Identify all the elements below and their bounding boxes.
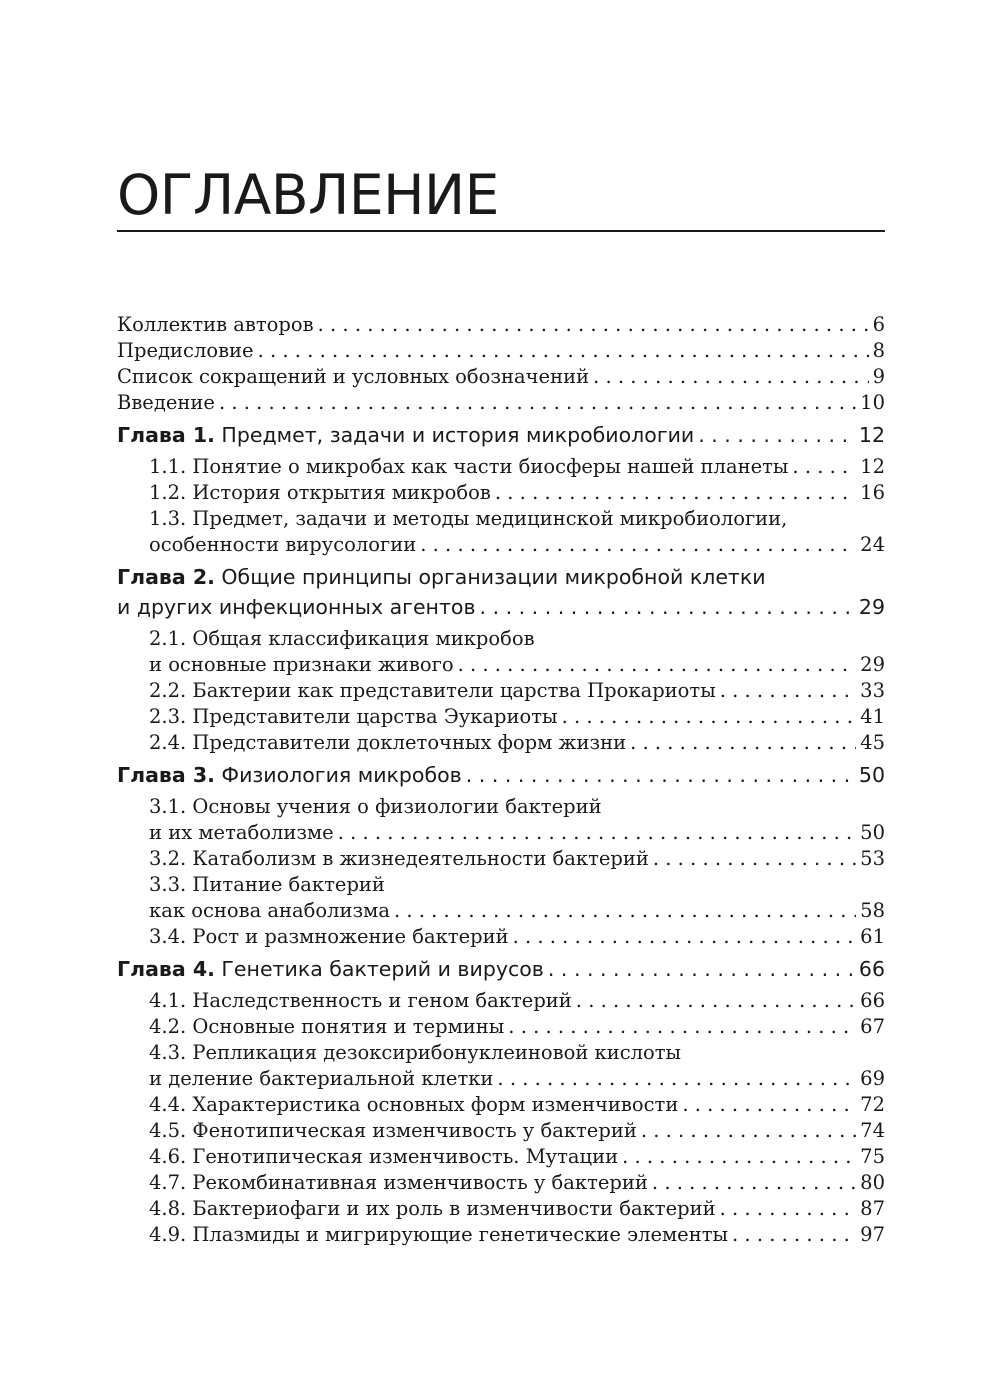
dot-leader: [258, 338, 869, 364]
dot-leader: [630, 730, 856, 756]
toc-entry-title: Коллектив авторов: [117, 313, 314, 336]
toc-entry-title: и их метаболизме: [149, 821, 334, 844]
toc-page-number: 45: [860, 731, 885, 754]
chapter-label: Глава 3.: [117, 763, 215, 787]
toc-section-4-9[interactable]: [117, 1222, 885, 1248]
toc-chapter-3[interactable]: [117, 760, 885, 790]
toc-page-number: 67: [860, 1015, 885, 1038]
toc-chapter-4[interactable]: [117, 954, 885, 984]
toc-page-number: 66: [860, 989, 885, 1012]
toc-chapter-1[interactable]: [117, 420, 885, 450]
toc-section-3-2[interactable]: [117, 846, 885, 872]
toc-entry-title: особенности вирусологии: [149, 533, 417, 556]
toc-page-number: 12: [858, 423, 885, 447]
dot-leader: [508, 1014, 856, 1040]
dot-leader: [576, 988, 856, 1014]
toc-page-number: 53: [860, 847, 885, 870]
toc-entry-title: как основа анаболизма: [149, 899, 390, 922]
chapter-title: и других инфекционных агентов: [117, 595, 476, 619]
toc-section-2-4[interactable]: [117, 730, 885, 756]
toc-page-number: 66: [858, 957, 885, 981]
dot-leader: [394, 898, 856, 924]
page-title: ОГЛАВЛЕНИЕ: [117, 163, 499, 227]
toc-entry-title: 4.7. Рекомбинативная изменчивость у бактерий: [149, 1171, 648, 1194]
toc-entry-title: 4.4. Характеристика основных форм изменчивости: [149, 1093, 679, 1116]
toc-section-3-1[interactable]: [117, 794, 885, 820]
dot-leader: [458, 652, 857, 678]
toc-entry-title: 2.1. Общая классификация микробов: [149, 627, 535, 650]
toc-page-number: 9: [872, 365, 885, 388]
toc-section-1-1[interactable]: [117, 454, 885, 480]
toc-entry-title: 3.4. Рост и размножение бактерий: [149, 925, 509, 948]
toc-entry-preface[interactable]: [117, 338, 885, 364]
dot-leader: [495, 480, 856, 506]
toc-entry-title: 2.4. Представители доклеточных форм жизни: [149, 731, 627, 754]
toc-section-1-3[interactable]: [117, 506, 885, 532]
toc-page-number: 58: [860, 899, 885, 922]
toc-page-number: 29: [858, 595, 885, 619]
toc-page-number: 10: [860, 391, 885, 414]
toc-entry-abbreviations[interactable]: [117, 364, 885, 390]
toc-section-3-3[interactable]: [117, 872, 885, 898]
dot-leader: [466, 760, 855, 790]
toc-page-number: 50: [858, 763, 885, 787]
dot-leader: [562, 704, 857, 730]
toc-section-4-8[interactable]: [117, 1196, 885, 1222]
toc-entry-title: и деление бактериальной клетки: [149, 1067, 494, 1090]
toc-section-4-1[interactable]: [117, 988, 885, 1014]
toc-section-4-3[interactable]: [117, 1040, 885, 1066]
toc-entry-title: 1.2. История открытия микробов: [149, 481, 491, 504]
dot-leader: [792, 454, 856, 480]
chapter-label: Глава 4.: [117, 957, 215, 981]
toc-entry-title: 2.2. Бактерии как представители царства Прокариоты: [149, 679, 716, 702]
toc-entry-title: Введение: [117, 391, 215, 414]
dot-leader: [720, 1196, 857, 1222]
toc-entry-title: 3.1. Основы учения о физиологии бактерий: [149, 795, 602, 818]
toc-page-number: 41: [860, 705, 885, 728]
toc-entry-title: 3.3. Питание бактерий: [149, 873, 385, 896]
toc-entry-title: 4.1. Наследственность и геном бактерий: [149, 989, 572, 1012]
toc-page-number: 74: [860, 1119, 885, 1142]
dot-leader: [682, 1092, 856, 1118]
toc-entry-title: 4.3. Репликация дезоксирибонуклеиновой кислоты: [149, 1041, 682, 1064]
toc-entry-title: Предисловие: [117, 339, 254, 362]
toc-entry-title: и основные признаки живого: [149, 653, 454, 676]
dot-leader: [698, 420, 855, 450]
toc-section-4-6[interactable]: [117, 1144, 885, 1170]
toc-chapter-2[interactable]: [117, 562, 885, 592]
toc-section-2-1-cont[interactable]: [117, 652, 885, 678]
toc-section-2-1[interactable]: [117, 626, 885, 652]
dot-leader: [480, 592, 855, 622]
dot-leader: [219, 390, 856, 416]
toc-section-3-3-cont[interactable]: [117, 898, 885, 924]
dot-leader: [338, 820, 856, 846]
chapter-title: Общие принципы организации микробной клетки: [214, 565, 766, 589]
toc-chapter-2-cont[interactable]: [117, 592, 885, 622]
toc-section-2-2[interactable]: [117, 678, 885, 704]
toc-page-number: 8: [872, 339, 885, 362]
toc-entry-title: 4.6. Генотипическая изменчивость. Мутации: [149, 1145, 619, 1168]
toc-page-number: 61: [860, 925, 885, 948]
toc-section-4-4[interactable]: [117, 1092, 885, 1118]
toc-entry-title: 2.3. Представители царства Эукариоты: [149, 705, 558, 728]
toc-page-number: 12: [860, 455, 885, 478]
toc-page-number: 72: [860, 1093, 885, 1116]
dot-leader: [593, 364, 868, 390]
dot-leader: [497, 1066, 856, 1092]
dot-leader: [653, 846, 856, 872]
toc-page-number: 69: [860, 1067, 885, 1090]
dot-leader: [652, 1170, 856, 1196]
toc-entry-authors[interactable]: [117, 312, 885, 338]
chapter-label: Глава 1.: [117, 423, 215, 447]
toc-page-number: 33: [860, 679, 885, 702]
title-underline: [117, 230, 885, 232]
toc-page-number: 80: [860, 1171, 885, 1194]
dot-leader: [641, 1118, 856, 1144]
toc-entry-title: 1.3. Предмет, задачи и методы медицинской микробиологии,: [149, 507, 788, 530]
toc-page-number: 50: [860, 821, 885, 844]
toc-entry-title: 4.5. Фенотипическая изменчивость у бактерий: [149, 1119, 637, 1142]
toc-page-number: 29: [860, 653, 885, 676]
toc-page-number: 6: [872, 313, 885, 336]
chapter-label: Глава 2.: [117, 565, 215, 589]
chapter-title: Физиология микробов: [214, 763, 462, 787]
dot-leader: [318, 312, 869, 338]
dot-leader: [720, 678, 856, 704]
dot-leader: [732, 1222, 856, 1248]
toc-page-number: 97: [860, 1223, 885, 1246]
toc-section-4-5[interactable]: [117, 1118, 885, 1144]
toc-section-4-2[interactable]: [117, 1014, 885, 1040]
toc-entry-title: 3.2. Катаболизм в жизнедеятельности бактерий: [149, 847, 649, 870]
dot-leader: [513, 924, 857, 950]
toc-section-3-1-cont[interactable]: [117, 820, 885, 846]
dot-leader: [548, 954, 855, 984]
toc-page-number: 75: [860, 1145, 885, 1168]
chapter-title: Генетика бактерий и вирусов: [214, 957, 544, 981]
toc-entry-title: 1.1. Понятие о микробах как части биосферы нашей планеты: [149, 455, 789, 478]
toc-entry-title: Список сокращений и условных обозначений: [117, 365, 590, 388]
toc-entry-introduction[interactable]: [117, 390, 885, 416]
toc-section-4-7[interactable]: [117, 1170, 885, 1196]
toc-page-number: 24: [860, 533, 885, 556]
toc-entry-title: 4.8. Бактериофаги и их роль в изменчивости бактерий: [149, 1197, 716, 1220]
toc-section-2-3[interactable]: [117, 704, 885, 730]
toc-page-number: 16: [860, 481, 885, 504]
toc-section-3-4[interactable]: [117, 924, 885, 950]
toc-section-4-3-cont[interactable]: [117, 1066, 885, 1092]
toc-section-1-2[interactable]: [117, 480, 885, 506]
dot-leader: [622, 1144, 856, 1170]
table-of-contents: [117, 312, 885, 1248]
toc-entry-title: 4.2. Основные понятия и термины: [149, 1015, 505, 1038]
dot-leader: [420, 532, 856, 558]
chapter-title: Предмет, задачи и история микробиологии: [214, 423, 695, 447]
toc-section-1-3-cont[interactable]: [117, 532, 885, 558]
toc-page-number: 87: [860, 1197, 885, 1220]
toc-entry-title: 4.9. Плазмиды и мигрирующие генетические элементы: [149, 1223, 729, 1246]
